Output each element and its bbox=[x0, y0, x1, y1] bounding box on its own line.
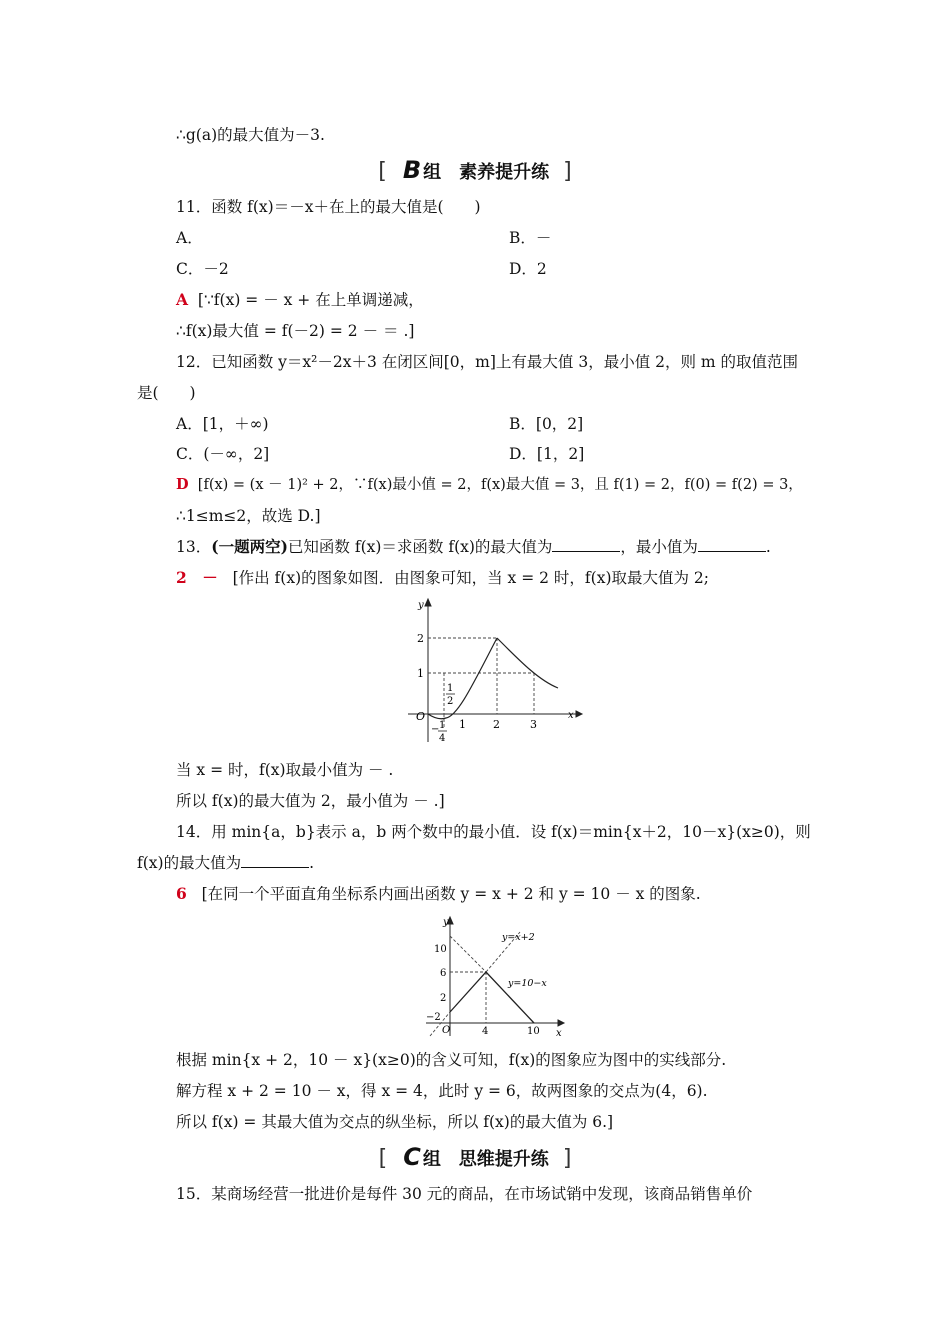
y-tick-label: 10 bbox=[434, 944, 447, 955]
x-axis-arrow bbox=[558, 1020, 564, 1026]
option-a: A． bbox=[176, 229, 203, 247]
question-text-end: . bbox=[309, 854, 315, 872]
question-14: 14．用 min{a，b}表示 a，b 两个数中的最小值．设 f(x)＝min{x＋2，10－x}(x≥0)，则 bbox=[176, 823, 811, 841]
question-text: 已知函数 f(x)＝求函数 f(x)的最大值为 bbox=[287, 538, 553, 556]
answer-11 bbox=[176, 290, 424, 310]
question-13 bbox=[176, 537, 771, 557]
answer-13-line2: 当 x = 时，f(x)取最小值为 － . bbox=[176, 761, 394, 779]
question-12: 12．已知函数 y＝x²－2x＋3 在闭区间[0，m]上有最大值 3，最小值 2，则 m 的取值范围 bbox=[176, 353, 799, 371]
bracket-open: [ bbox=[378, 1146, 388, 1171]
x-tick-label: 4 bbox=[482, 1026, 489, 1037]
question-11: 11．函数 f(x)＝－x＋在上的最大值是( ) bbox=[176, 198, 481, 216]
answer-text: [f(x) = (x － 1)² + 2，∵f(x)最小值 = 2，f(x)最大值 = 3，且 f(1) = 2，f(0) = f(2) = 3， bbox=[197, 477, 803, 493]
x-axis-arrow bbox=[576, 711, 582, 717]
answer-14-line4: 所以 f(x) = 其最大值为交点的纵坐标，所以 f(x)的最大值为 6.] bbox=[176, 1113, 614, 1131]
option-c: C．(－∞，2] bbox=[176, 445, 270, 463]
x-tick-label: 1 bbox=[459, 718, 466, 731]
graph-min-function bbox=[420, 912, 570, 1040]
y-axis-arrow bbox=[425, 599, 431, 606]
fraction-sign: − bbox=[431, 724, 440, 735]
y-tick-label: 6 bbox=[440, 968, 447, 979]
question-text-end: . bbox=[765, 538, 771, 556]
group-letter: C bbox=[403, 1143, 421, 1171]
curve-right bbox=[497, 638, 558, 688]
question-14-cont bbox=[137, 853, 314, 873]
x-tick-label: 2 bbox=[493, 718, 500, 731]
option-b: B．－ bbox=[509, 229, 552, 247]
answer-14-line2: 根据 min{x + 2，10 － x}(x≥0)的含义可知，f(x)的图象应为图中的实线部分. bbox=[176, 1051, 727, 1069]
answer-13 bbox=[176, 568, 709, 588]
y-axis-label: y bbox=[443, 917, 449, 928]
answer-13-line3: 所以 f(x)的最大值为 2，最小值为 － .] bbox=[176, 792, 445, 810]
y-tick-label: 2 bbox=[417, 632, 424, 645]
section-header-c bbox=[0, 1144, 950, 1173]
y-axis-label: y bbox=[418, 600, 424, 611]
line-y-10-minus-x-dashed bbox=[450, 936, 486, 972]
graph-piecewise-function bbox=[398, 594, 588, 746]
answer-text: [∵f(x) = － x + 在上单调递减， bbox=[197, 291, 424, 309]
y-tick-label: 1 bbox=[417, 667, 424, 680]
section-header-b bbox=[0, 157, 950, 186]
line-label: y=10−x bbox=[508, 978, 547, 989]
answer-12-line2: ∴1≤m≤2，故选 D.] bbox=[176, 507, 321, 525]
answer-mark: 2 － bbox=[176, 568, 218, 587]
answer-text: [在同一个平面直角坐标系内画出函数 y = x + 2 和 y = 10 － x 的图象. bbox=[201, 885, 701, 903]
origin-label: O bbox=[416, 710, 426, 723]
curve-left bbox=[428, 638, 497, 719]
group-letter: B bbox=[402, 156, 422, 184]
answer-blank bbox=[241, 853, 309, 868]
answer-text: [作出 f(x)的图象如图．由图象可知，当 x = 2 时，f(x)取最大值为 2; bbox=[232, 569, 710, 587]
answer-12 bbox=[176, 475, 803, 495]
answer-mark: A bbox=[176, 290, 189, 309]
option-d: D．2 bbox=[509, 260, 547, 278]
question-number: 13． bbox=[176, 538, 212, 556]
option-a: A．[1，＋∞) bbox=[176, 415, 269, 433]
answer-mark: D bbox=[176, 476, 189, 493]
text-line: ∴g(a)的最大值为－3. bbox=[176, 126, 325, 144]
answer-blank bbox=[698, 537, 766, 552]
origin-label: O bbox=[442, 1025, 451, 1036]
answer-14 bbox=[176, 884, 701, 904]
question-tag: (一题两空) bbox=[211, 537, 288, 556]
section-title: 组 思维提升练 bbox=[422, 1149, 549, 1170]
bracket-close: ] bbox=[562, 1146, 572, 1171]
question-12-cont: 是( ) bbox=[137, 384, 196, 402]
y-tick-label: −2 bbox=[426, 1012, 441, 1023]
x-tick-label: 10 bbox=[527, 1026, 540, 1037]
fraction-denominator: 4 bbox=[439, 733, 446, 744]
fraction-numerator: 1 bbox=[439, 720, 446, 731]
option-c: C．－2 bbox=[176, 260, 229, 278]
option-d: D．[1，2] bbox=[509, 445, 585, 463]
bracket-close: ] bbox=[563, 159, 572, 184]
answer-14-line3: 解方程 x + 2 = 10 － x，得 x = 4，此时 y = 6，故两图象的交点为(4，6). bbox=[176, 1082, 708, 1100]
option-b: B．[0，2] bbox=[509, 415, 584, 433]
answer-mark: 6 bbox=[176, 884, 187, 903]
section-title: 组 素养提升练 bbox=[423, 162, 550, 183]
x-tick-label: 3 bbox=[530, 718, 537, 731]
question-text-mid: ，最小值为 bbox=[620, 538, 698, 556]
fraction-numerator: 1 bbox=[447, 683, 454, 694]
x-axis-label: x bbox=[568, 710, 574, 721]
x-axis-label: x bbox=[556, 1028, 562, 1039]
bracket-open: [ bbox=[378, 159, 387, 184]
question-15: 15．某商场经营一批进价是每件 30 元的商品，在市场试销中发现，该商品销售单价 bbox=[176, 1185, 753, 1203]
answer-blank bbox=[552, 537, 620, 552]
answer-11-line2: ∴f(x)最大值 = f(－2) = 2 － ＝ .] bbox=[176, 322, 415, 340]
line-label: y=x+2 bbox=[502, 932, 535, 943]
fraction-denominator: 2 bbox=[447, 696, 454, 707]
y-tick-label: 2 bbox=[440, 993, 447, 1004]
question-text: f(x)的最大值为 bbox=[137, 854, 242, 872]
